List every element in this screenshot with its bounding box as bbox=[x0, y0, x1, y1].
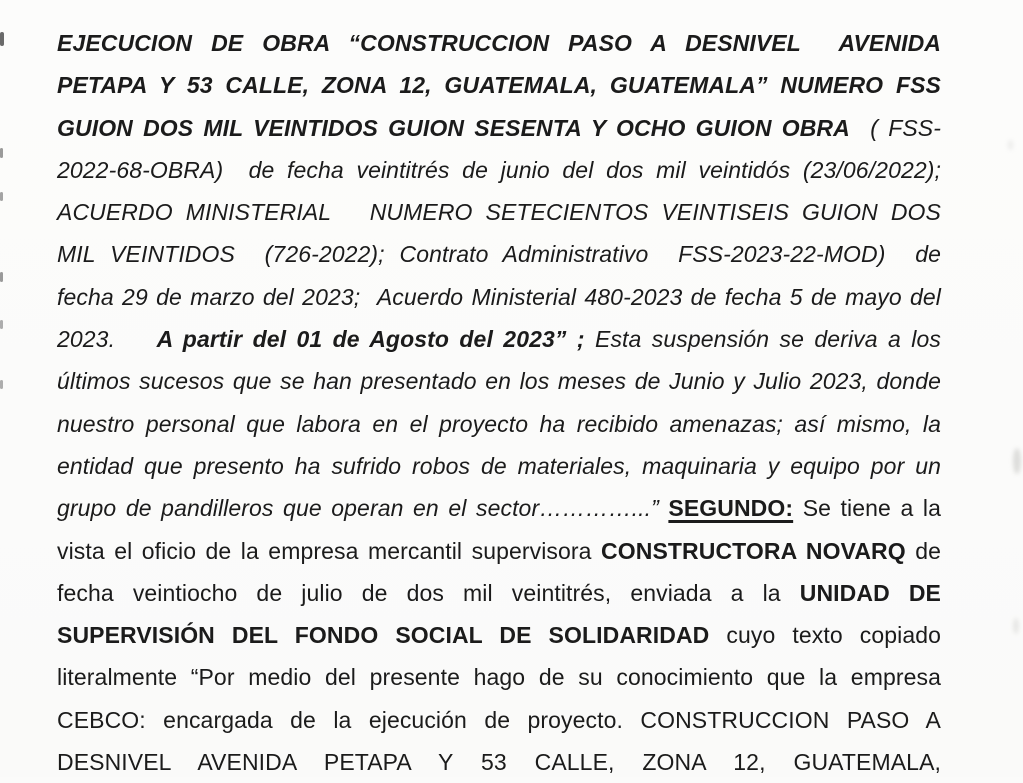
scan-artifact bbox=[0, 192, 3, 201]
document-line bbox=[57, 191, 941, 233]
text-run: vista el oficio de la empresa mercantil supervisora bbox=[57, 537, 602, 564]
scan-artifact bbox=[0, 320, 3, 329]
text-run: últimos sucesos que se han presentado en los meses de Junio y Julio 2023, donde bbox=[57, 368, 941, 395]
text-run: nuestro personal que labora en el proyecto ha recibido amenazas; así mismo, la bbox=[57, 410, 941, 437]
text-run: SEGUNDO: bbox=[668, 495, 794, 522]
text-run: fecha veintiocho de julio de dos mil veintitrés, enviada a la bbox=[57, 579, 800, 606]
document-line bbox=[57, 403, 941, 445]
text-run: literalmente “Por medio del presente hago de su conocimiento que la empresa bbox=[57, 664, 941, 691]
text-run: MIL VEINTIDOS (726-2022); Contrato Administrativo FSS-2023-22-MOD) de bbox=[57, 241, 941, 268]
text-run: A partir del 01 de Agosto del 2023” ; bbox=[156, 326, 585, 353]
scan-artifact bbox=[0, 272, 3, 282]
document-line bbox=[57, 22, 941, 64]
document-text bbox=[57, 22, 941, 783]
text-run: Esta suspensión se deriva a los bbox=[584, 326, 941, 353]
text-run: entidad que presento ha sufrido robos de materiales, maquinaria y equipo por un bbox=[57, 452, 941, 479]
text-run: 2023. bbox=[57, 326, 157, 353]
text-run: PETAPA Y 53 CALLE, ZONA 12, GUATEMALA, GUATEMALA” NUMERO FSS bbox=[57, 72, 941, 99]
text-run bbox=[659, 495, 669, 521]
scan-smudge bbox=[1008, 140, 1013, 150]
document-line bbox=[57, 530, 941, 572]
text-run: UNIDAD DE bbox=[799, 579, 941, 606]
document-line bbox=[57, 360, 941, 402]
document-line bbox=[57, 149, 941, 191]
document-line bbox=[57, 487, 941, 529]
document-line bbox=[57, 107, 941, 149]
document-line bbox=[57, 699, 941, 741]
text-run: cuyo texto copiado bbox=[709, 622, 941, 649]
document-line bbox=[57, 318, 941, 360]
text-run: ( FSS- bbox=[849, 114, 941, 141]
text-run: 2022-68-OBRA) de fecha veintitrés de junio del dos mil veintidós (23/06/2022); bbox=[57, 156, 941, 183]
scan-smudge bbox=[1013, 448, 1021, 474]
text-run: CEBCO: encargada de la ejecución de proyecto. CONSTRUCCION PASO A bbox=[57, 706, 941, 733]
text-run: EJECUCION DE OBRA “CONSTRUCCION PASO A DESNIVEL AVENIDA bbox=[57, 30, 941, 56]
scan-artifact bbox=[0, 32, 4, 46]
text-run: CONSTRUCTORA NOVARQ bbox=[601, 537, 906, 564]
scan-artifact bbox=[0, 380, 3, 389]
document-line bbox=[57, 614, 941, 656]
text-run: fecha 29 de marzo del 2023; Acuerdo Ministerial 480-2023 de fecha 5 de mayo del bbox=[57, 283, 941, 310]
document-line bbox=[57, 233, 941, 275]
text-run: de bbox=[905, 537, 941, 564]
text-run: SUPERVISIÓN DEL FONDO SOCIAL DE SOLIDARIDAD bbox=[57, 622, 710, 649]
document-line bbox=[57, 276, 941, 318]
document-line bbox=[57, 656, 941, 698]
text-run: GUION DOS MIL VEINTIDOS GUION SESENTA Y OCHO GUION OBRA bbox=[57, 114, 850, 141]
text-run: grupo de pandilleros que operan en el sector…………...” bbox=[57, 495, 659, 522]
text-run: Se tiene a la bbox=[793, 495, 941, 522]
document-line bbox=[57, 445, 941, 487]
scan-artifact bbox=[0, 148, 3, 158]
document-line bbox=[57, 64, 941, 106]
scan-smudge bbox=[1013, 618, 1019, 634]
text-run: DESNIVEL AVENIDA PETAPA Y 53 CALLE, ZONA 12, GUATEMALA, bbox=[57, 749, 941, 776]
text-run: ACUERDO MINISTERIAL NUMERO SETECIENTOS VEINTISEIS GUION DOS bbox=[57, 199, 941, 226]
document-line bbox=[57, 572, 941, 614]
